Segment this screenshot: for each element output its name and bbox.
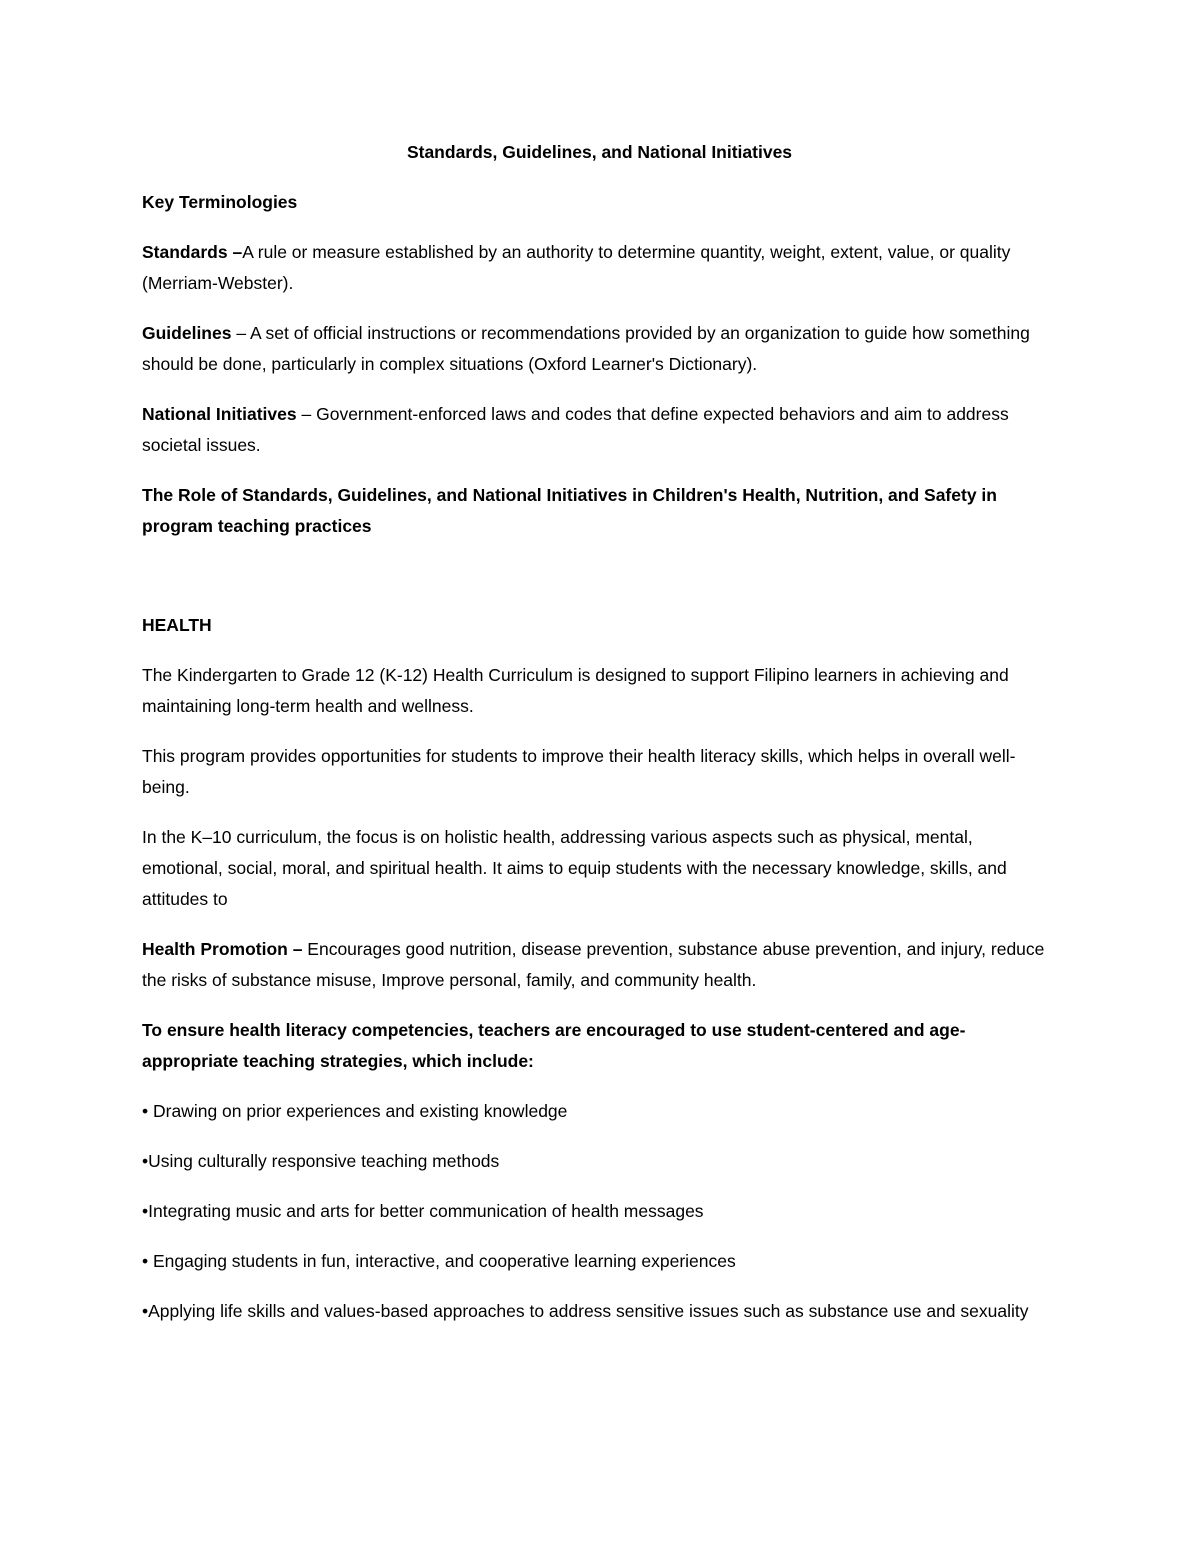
term-guidelines (142, 318, 1057, 380)
health-paragraph-1: The Kindergarten to Grade 12 (K-12) Health Curriculum is designed to support Filipino learners in achieving and maintaining long-term health and wellness. (142, 665, 1009, 716)
spacer (142, 561, 1057, 610)
health-promotion-term: Health Promotion – (142, 939, 303, 959)
term-separator: – (231, 323, 250, 343)
list-item: •Integrating music and arts for better communication of health messages (142, 1201, 704, 1221)
term-definition: A rule or measure established by an authority to determine quantity, weight, extent, value, or quality (Merriam-Webster). (142, 242, 1011, 293)
term-definition: A set of official instructions or recommendations provided by an organization to guide how something should be done, particularly in complex situations (Oxford Learner's Dictionary). (142, 323, 1030, 374)
health-paragraph-3: In the K–10 curriculum, the focus is on holistic health, addressing various aspects such as physical, mental, emotional, social, moral, and spiritual health. It aims to equip students with the necessary knowledge, skills, and attitudes to (142, 827, 1007, 909)
role-heading: The Role of Standards, Guidelines, and National Initiatives in Children's Health, Nutrition, and Safety in program teaching practices (142, 485, 997, 536)
term-national-initiatives (142, 399, 1057, 461)
list-item: • Drawing on prior experiences and existing knowledge (142, 1101, 568, 1121)
list-item: •Using culturally responsive teaching methods (142, 1151, 500, 1171)
health-promotion-definition: Encourages good nutrition, disease prevention, substance abuse prevention, and injury, reduce the risks of substance misuse, Improve personal, family, and community health. (142, 939, 1045, 990)
strategies-heading: To ensure health literacy competencies, teachers are encouraged to use student-centered and age-appropriate teaching strategies, which include: (142, 1020, 966, 1071)
term-separator: – (296, 404, 317, 424)
health-heading: HEALTH (142, 615, 212, 635)
term-label: Standards (142, 242, 228, 262)
health-paragraph-2: This program provides opportunities for students to improve their health literacy skills, which helps in overall well-being. (142, 746, 1016, 797)
page-title: Standards, Guidelines, and National Initiatives (406, 142, 793, 162)
list-item: • Engaging students in fun, interactive, and cooperative learning experiences (142, 1251, 736, 1271)
health-promotion-paragraph (142, 934, 1057, 996)
key-terminologies-heading: Key Terminologies (142, 192, 298, 212)
document-content (142, 137, 1057, 1346)
term-label: Guidelines (142, 323, 232, 343)
term-separator: – (227, 242, 243, 262)
term-definition: Government-enforced laws and codes that define expected behaviors and aim to address societal issues. (142, 404, 1009, 455)
list-item: •Applying life skills and values-based approaches to address sensitive issues such as substance use and sexuality (142, 1301, 1029, 1321)
term-label: National Initiatives (142, 404, 297, 424)
term-standards (142, 237, 1057, 299)
